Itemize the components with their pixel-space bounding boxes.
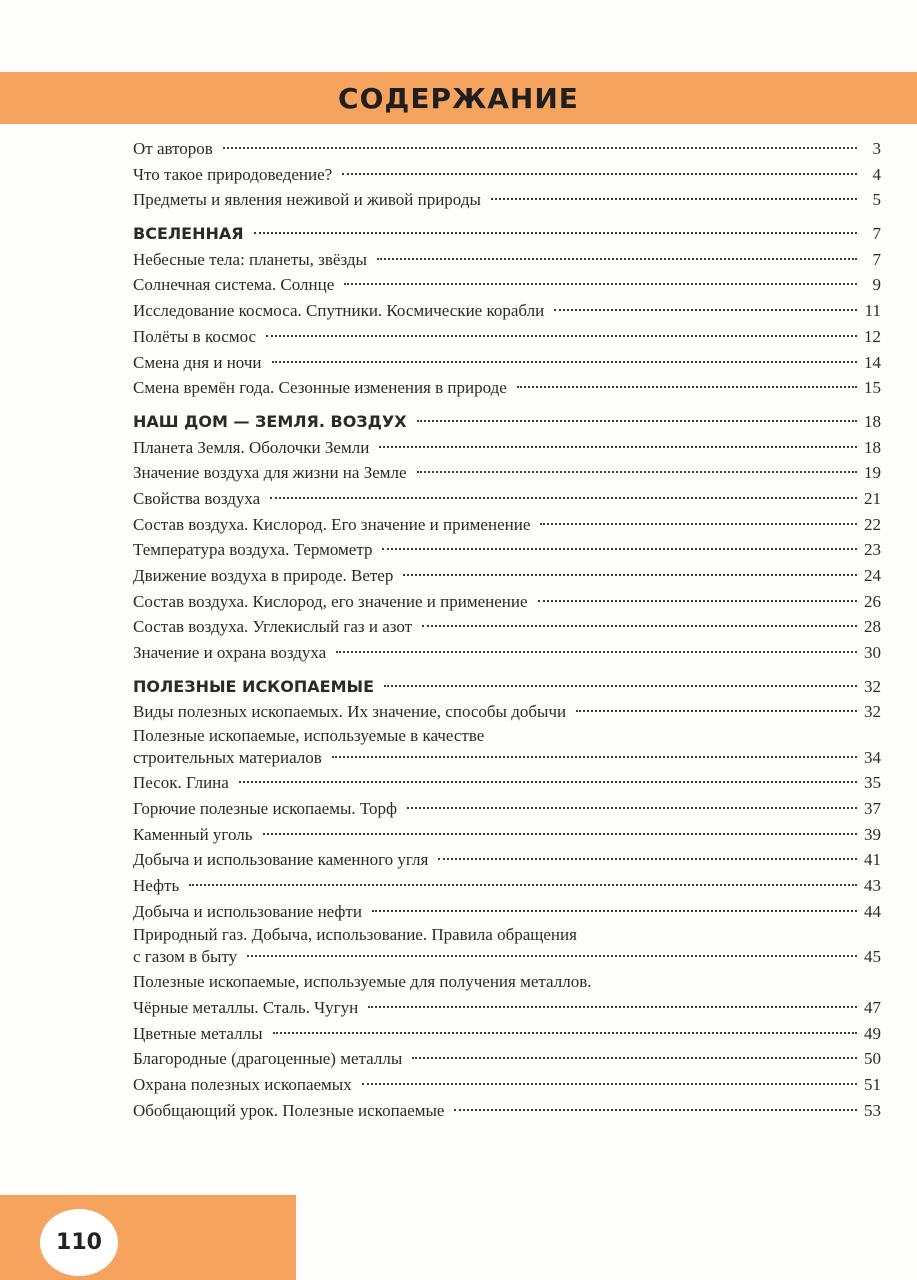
toc-entry [133,435,881,461]
dot-leader [403,574,857,576]
toc-section-label: ПОЛЕЗНЫЕ ИСКОПАЕМЫЕ [133,676,374,696]
toc-entry-label: Нефть [133,875,180,895]
toc-entry-page: 50 [864,1049,881,1069]
toc-entry-label: Исследование космоса. Спутники. Космические корабли [133,301,545,321]
toc-entry-label: Предметы и явления неживой и живой природы [133,190,481,210]
toc-entry-label: Благородные (драгоценные) металлы [133,1049,403,1069]
toc-entry-page: 35 [864,773,881,793]
dot-leader [344,283,857,285]
dot-leader [377,258,857,260]
dot-leader [417,471,857,473]
toc-entry [133,873,881,899]
toc-entry-label: Обобщающий урок. Полезные ископаемые [133,1100,445,1120]
dot-leader [254,232,857,234]
dot-leader [247,955,857,957]
toc-entry-label: Смена времён года. Сезонные изменения в природе [133,378,507,398]
dot-leader [368,1006,857,1008]
toc-entry [133,589,881,615]
toc-entry-page: 28 [864,617,881,637]
dot-leader [239,781,857,783]
dot-leader [517,386,857,388]
dot-leader [266,335,857,337]
toc-entry [133,460,881,486]
toc-entry-page: 9 [872,275,881,295]
toc-section-heading [133,409,881,435]
toc-entry-page: 14 [864,352,881,372]
toc-entry-page: 3 [872,139,881,158]
toc-entry-page: 7 [872,224,881,244]
toc-entry [133,796,881,822]
toc-entry-label: Природный газ. Добыча, использование. Правила обращения [133,925,577,945]
toc-entry [133,1098,881,1124]
toc-entry-page: 22 [864,514,881,534]
toc-entry-label-continued: с газом в быту [133,947,238,967]
toc-entry-label: Полёты в космос [133,326,257,346]
toc-entry-label: Полезные ископаемые, используемые в качестве [133,726,485,746]
toc-entry-label: Цветные металлы [133,1023,263,1043]
toc-entry-page: 26 [864,591,881,611]
toc-entry [133,136,881,162]
toc-entry-page: 45 [864,947,881,967]
toc-entry-page: 34 [864,748,881,768]
toc-entry [133,375,881,401]
toc-entry [133,847,881,873]
toc-entry-label: Каменный уголь [133,824,253,844]
dot-leader [336,651,857,653]
toc-entry-label: Охрана полезных ископаемых [133,1075,352,1094]
toc-entry-label: Виды полезных ископаемых. Их значение, способы добычи [133,702,567,722]
toc-entry-label: Свойства воздуха [133,488,261,508]
toc-entry [133,699,881,725]
toc-entry [133,187,881,213]
toc-entry [133,614,881,640]
toc-entry-label: Состав воздуха. Кислород, его значение и применение [133,591,528,611]
toc-entry-page: 51 [864,1075,881,1094]
toc-entry-label: От авторов [133,139,213,158]
dot-leader [372,910,857,912]
toc-entry-page: 41 [864,850,881,870]
dot-leader [189,884,857,886]
toc-entry [133,969,881,995]
toc-entry-label: Что такое природоведение? [133,164,333,184]
toc-entry-page: 11 [864,301,881,321]
toc-entry-label-continued: строительных материалов [133,748,322,768]
toc-entry-page: 7 [872,249,881,269]
dot-leader [362,1083,857,1085]
dot-leader [379,446,857,448]
toc-entry-page: 21 [864,488,881,508]
toc-entry-label: Движение воздуха в природе. Ветер [133,566,394,585]
toc-entry [133,486,881,512]
toc-entry [133,512,881,538]
toc-entry-label: Полезные ископаемые, используемые для получения металлов. [133,972,592,992]
toc-entry-page: 53 [864,1100,881,1120]
toc-entry-label: Температура воздуха. Термометр [133,540,373,560]
toc-entry-page: 30 [864,643,881,663]
toc-entry [133,563,881,589]
toc-entry-page: 12 [864,326,881,346]
dot-leader [554,309,857,311]
toc-entry-label: Чёрные металлы. Сталь. Чугун [133,997,359,1017]
dot-leader [223,147,857,149]
toc-entry-page: 5 [872,190,881,210]
toc-entry-page: 4 [872,164,881,184]
toc-entry-label: Добыча и использование нефти [133,901,362,921]
dot-leader [412,1057,857,1059]
dot-leader [540,523,857,525]
toc-entry-page: 32 [864,676,881,696]
toc-section-label: НАШ ДОМ — ЗЕМЛЯ. ВОЗДУХ [133,411,407,431]
toc-entry-label: Солнечная система. Солнце [133,275,335,295]
toc-entry-page: 24 [864,566,881,585]
dot-leader [538,600,857,602]
toc-entry-page: 37 [864,798,881,818]
toc-entry-page: 49 [864,1023,881,1043]
toc-entry [133,924,881,969]
toc-entry-page: 43 [864,875,881,895]
toc-entry-label: Значение и охрана воздуха [133,643,327,663]
table-of-contents [133,136,881,1123]
toc-section-heading [133,221,881,247]
toc-section-heading [133,674,881,700]
toc-entry-label: Состав воздуха. Кислород. Его значение и применение [133,514,531,534]
toc-entry-label: Горючие полезные ископаемы. Торф [133,798,397,818]
toc-entry [133,537,881,563]
toc-entry-page: 39 [864,824,881,844]
dot-leader [342,173,857,175]
toc-entry-page: 18 [864,437,881,457]
toc-entry-page: 15 [864,378,881,398]
dot-leader [382,548,857,550]
toc-section-label: ВСЕЛЕННАЯ [133,224,244,244]
toc-entry [133,324,881,350]
toc-entry-page: 18 [864,411,881,431]
dot-leader [263,833,858,835]
dot-leader [422,625,857,627]
dot-leader [491,198,857,200]
dot-leader [272,361,857,363]
toc-entry [133,1072,881,1098]
dot-leader [332,756,857,758]
toc-entry [133,247,881,273]
toc-entry-label: Песок. Глина [133,773,229,793]
toc-entry [133,298,881,324]
toc-entry-label: Небесные тела: планеты, звёзды [133,249,367,269]
toc-entry [133,272,881,298]
toc-entry-page: 32 [864,702,881,722]
toc-entry [133,350,881,376]
toc-entry-label: Значение воздуха для жизни на Земле [133,463,407,483]
toc-entry-page: 47 [864,997,881,1017]
toc-entry [133,1021,881,1047]
page-number: 110 [40,1209,118,1276]
toc-entry [133,725,881,770]
dot-leader [270,497,857,499]
dot-leader [417,420,857,422]
toc-entry-page: 44 [864,901,881,921]
toc-entry [133,822,881,848]
dot-leader [438,858,857,860]
toc-entry [133,995,881,1021]
toc-entry [133,640,881,666]
dot-leader [576,710,857,712]
page-title: СОДЕРЖАНИЕ [338,82,579,115]
dot-leader [273,1032,857,1034]
toc-entry-label: Состав воздуха. Углекислый газ и азот [133,617,413,637]
toc-entry-label: Смена дня и ночи [133,352,262,372]
dot-leader [454,1109,857,1111]
toc-entry [133,162,881,188]
dot-leader [407,807,857,809]
toc-entry-label: Планета Земля. Оболочки Земли [133,437,370,457]
toc-entry [133,899,881,925]
toc-entry-label: Добыча и использование каменного угля [133,850,429,870]
toc-entry [133,1046,881,1072]
dot-leader [384,685,857,687]
toc-entry-page: 19 [864,463,881,483]
toc-entry-page: 23 [864,540,881,560]
toc-entry [133,770,881,796]
